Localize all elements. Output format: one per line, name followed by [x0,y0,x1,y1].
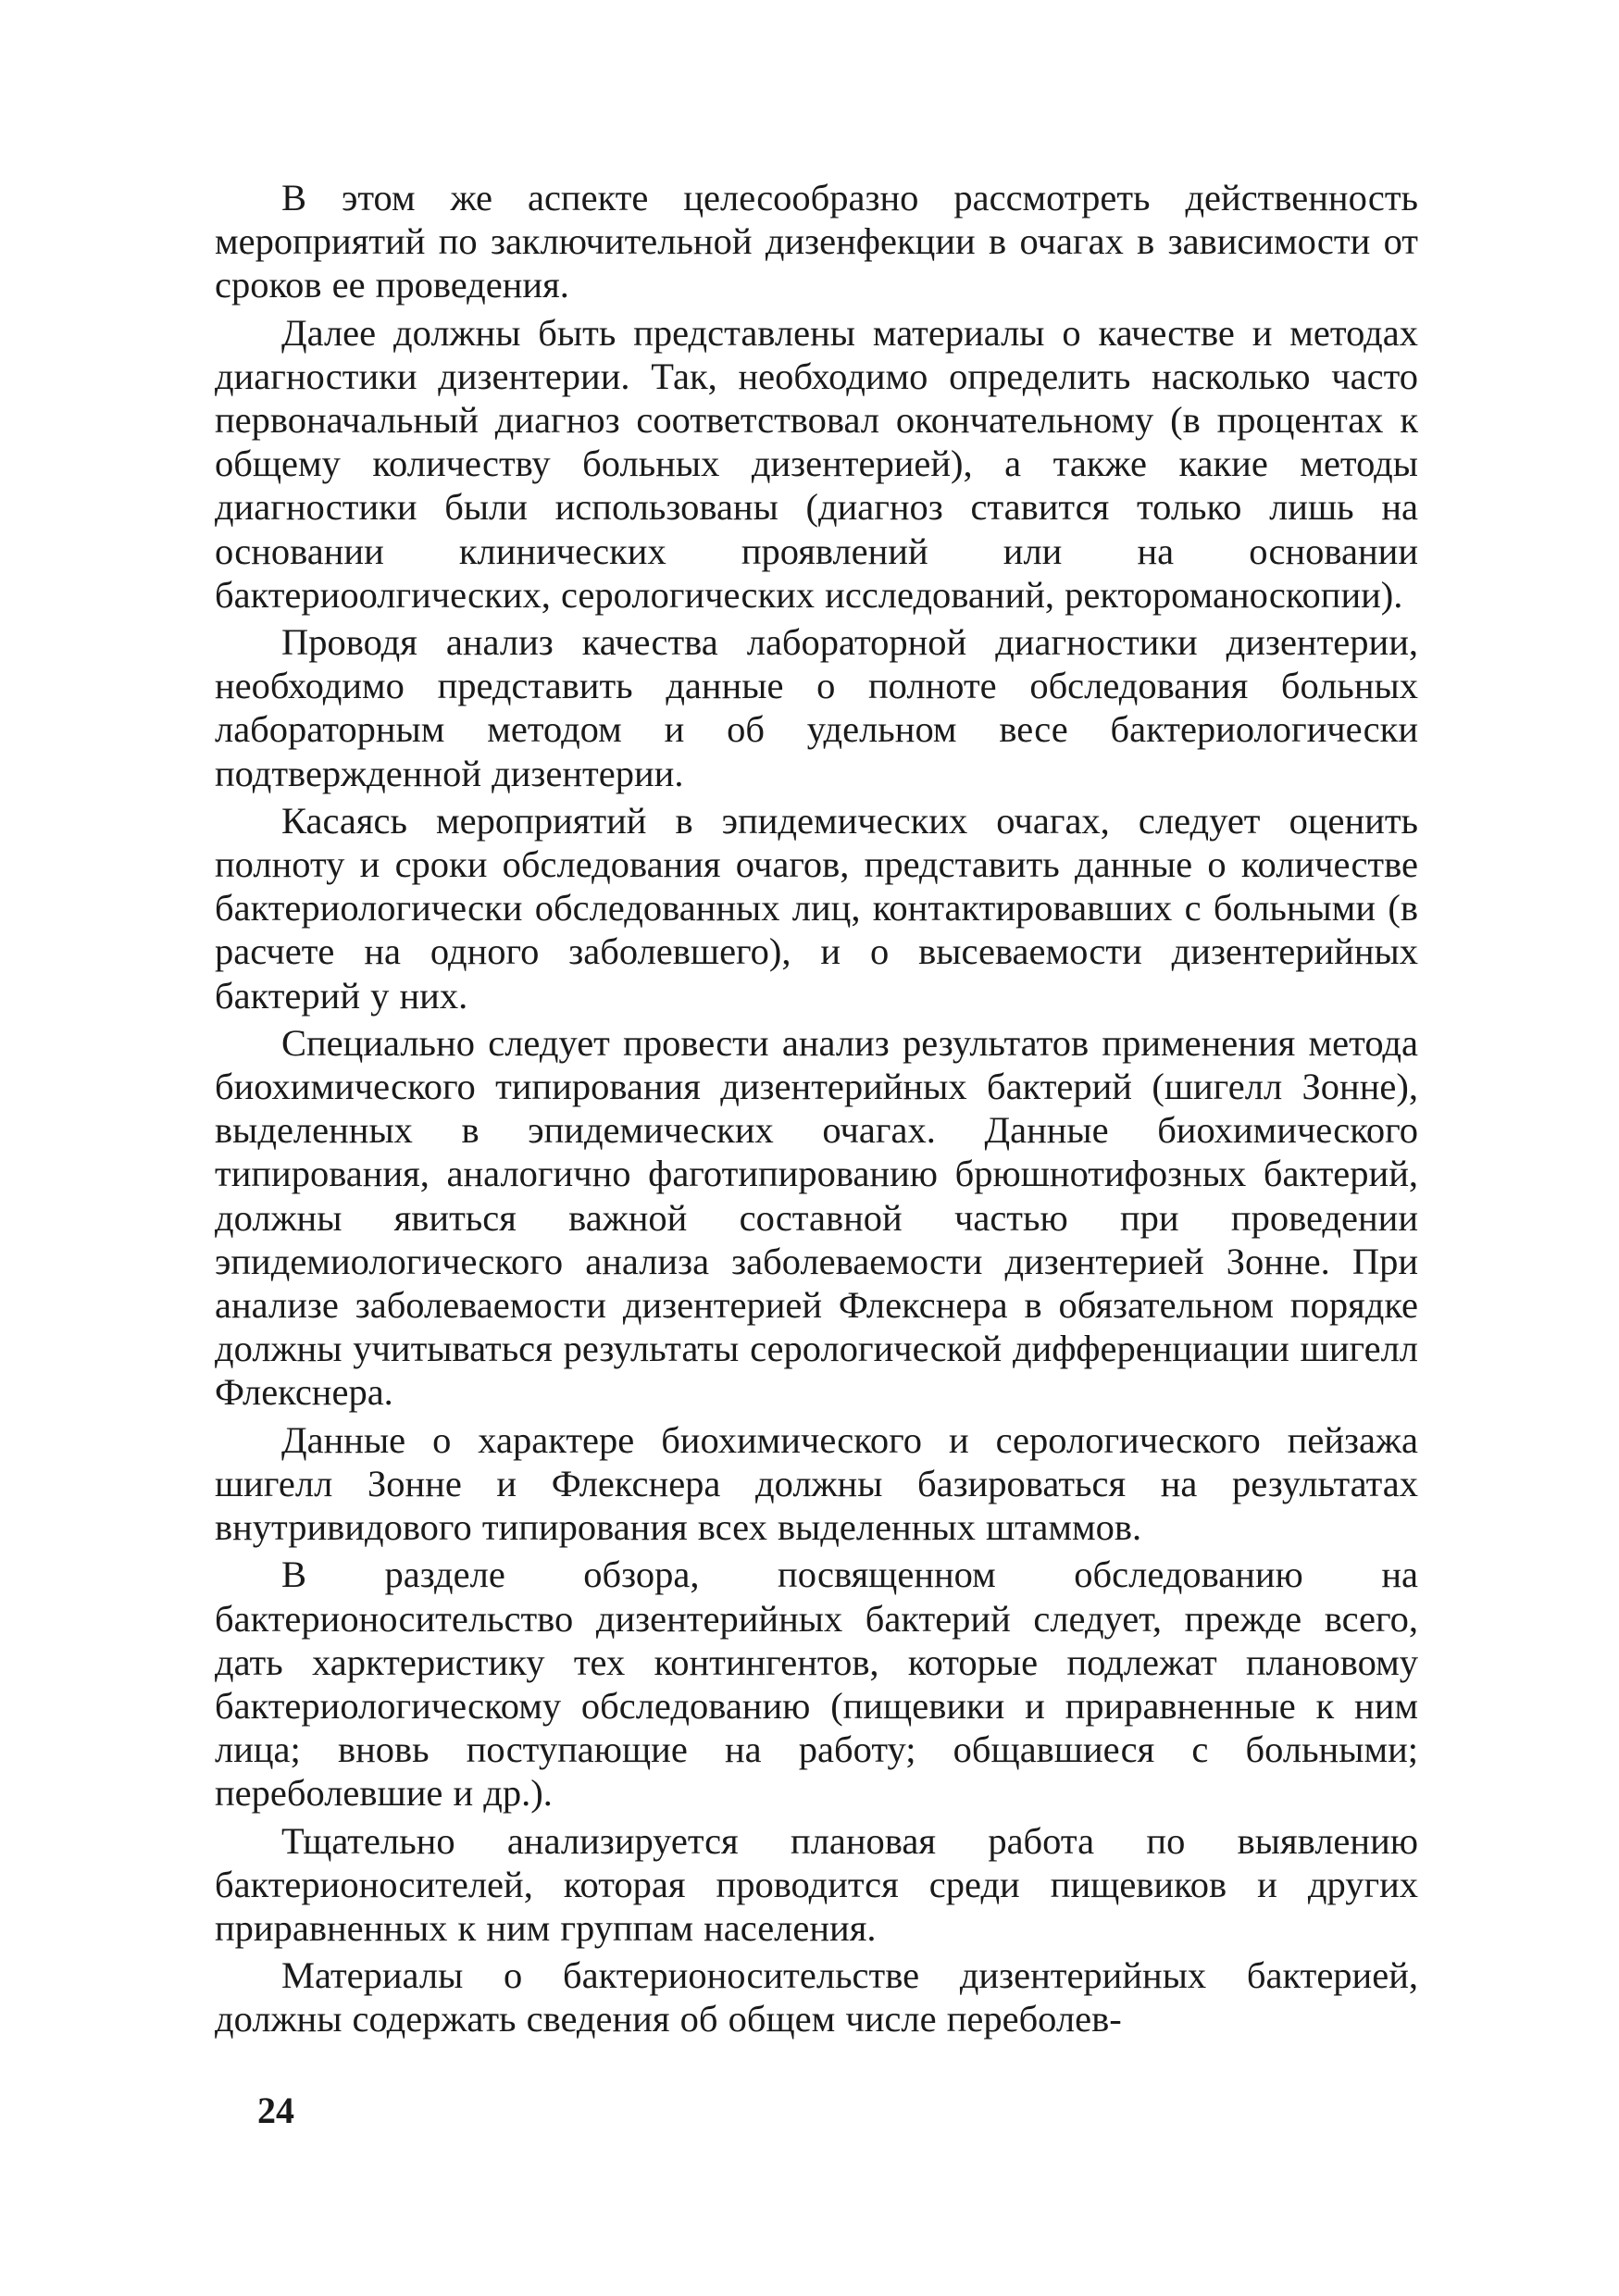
paragraph-2: Далее должны быть представлены материалы о качестве и методах диагностики дизентерии. Так, необходимо определить насколько часто первоначальный диагноз соответствовал окончательному (в процентах к общему количеству больных дизентерией), а также какие методы диагностики были использованы (диагноз ставится только лишь на основании клинических проявлений или на основании бактериоолгических, серологических исследований, ректороманоскопии). [215,311,1418,616]
paragraph-5: Специально следует провести анализ результатов применения метода биохимического типирования дизентерийных бактерий (шигелл Зонне), выделенных в эпидемических очагах. Данные биохимического типирования, аналогично фаготипированию брюшнотифозных бактерий, должны явиться важной составной частью при проведении эпидемиологического анализа заболеваемости дизентерией Зонне. При анализе заболеваемости дизентерией Флекснера в обязательном порядке должны учитываться результаты серологической дифференциации шигелл Флекснера. [215,1021,1418,1414]
paragraph-7: В разделе обзора, посвященном обследованию на бактерионосительство дизентерийных бактерий следует, прежде всего, дать харктеристику тех контингентов, которые подлежат плановому бактериологическому обследованию (пищевики и приравненные к ним лица; вновь поступающие на работу; общавшиеся с больными; переболевшие и др.). [215,1554,1418,1815]
paragraph-9: Материалы о бактерионосительстве дизентерийных бактерией, должны содержать сведения об общем числе переболев- [215,1954,1418,2040]
page-number: 24 [257,2090,294,2131]
paragraph-8: Тщательно анализируется плановая работа по выявлению бактерионосителей, которая проводится среди пищевиков и других приравненных к ним группам населения. [215,1819,1418,1949]
body-text [215,176,1418,2045]
paragraph-4: Касаясь мероприятий в эпидемических очагах, следует оценить полноту и сроки обследования очагов, представить данные о количестве бактериологически обследованных лиц, контактировавших с больными (в расчете на одного заболевшего), и о высеваемости дизентерийных бактерий у них. [215,799,1418,1017]
paragraph-6: Данные о характере биохимического и серологического пейзажа шигелл Зонне и Флекснера должны базироваться на результатах внутривидового типирования всех выделенных штаммов. [215,1418,1418,1549]
paragraph-1: В этом же аспекте целесообразно рассмотреть действенность мероприятий по заключительной дизенфекции в очагах в зависимости от сроков ее проведения. [215,177,1418,306]
paragraph-3: Проводя анализ качества лабораторной диагностики дизентерии, необходимо представить данные о полноте обследования больных лабораторным методом и об удельном весе бактериологически подтвержденной дизентерии. [215,621,1418,794]
